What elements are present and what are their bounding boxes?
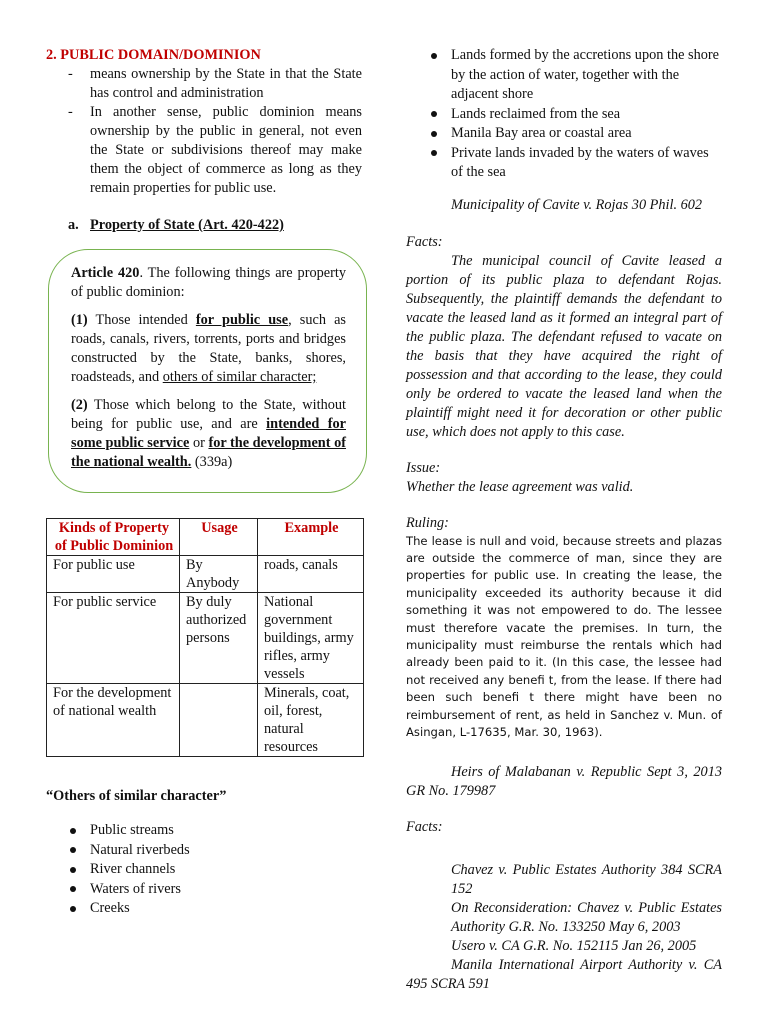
others-similar-title: “Others of similar character”: [46, 788, 227, 804]
list-item: River channels: [90, 860, 362, 880]
facts-label: Facts:: [406, 233, 443, 250]
article-paragraph-2: (2) Those which belong to the State, without being for public use, and are intended for some public service or for the development of the national wealth. (339a): [71, 397, 347, 470]
list-item: Lands formed by the accretions upon the shore by the action of water, together with the adjacent shore: [451, 46, 722, 105]
table-cell: For public use: [47, 556, 180, 593]
case-references: [406, 861, 722, 994]
table-cell: For public service: [47, 593, 180, 684]
table-row: [47, 556, 364, 593]
list-item: Waters of rivers: [90, 880, 362, 900]
subheading-property-of-state: [68, 216, 362, 235]
dash-list: [46, 65, 362, 198]
list-item: Manila Bay area or coastal area: [451, 124, 722, 144]
right-column: [406, 46, 722, 994]
subheading-letter: a.: [68, 217, 79, 233]
issue-label: Issue:: [406, 459, 441, 476]
table-header-row: [47, 519, 364, 556]
article-title: Article 420: [71, 265, 140, 281]
case-cavite-title: Municipality of Cavite v. Rojas 30 Phil. 602: [451, 196, 703, 213]
table-cell: For the development of national wealth: [47, 684, 180, 757]
table-header: Example: [258, 519, 364, 556]
ruling-label: Ruling:: [406, 514, 449, 531]
table-header: Kinds of Property of Public Dominion: [47, 519, 180, 556]
lands-list: [406, 46, 722, 183]
section-title: 2. PUBLIC DOMAIN/DOMINION: [46, 47, 261, 63]
table-cell: By Anybody: [180, 556, 258, 593]
list-item: Natural riverbeds: [90, 841, 362, 861]
issue-text: Whether the lease agreement was valid.: [406, 478, 634, 495]
case-reference: Chavez v. Public Estates Authority 384 SCRA 152: [451, 862, 722, 898]
table-header: Usage: [180, 519, 258, 556]
kinds-of-property-table: [46, 518, 364, 757]
dash-item-ownership: - means ownership by the State in that the State has control and administration: [90, 65, 362, 103]
article-paragraph-1: (1) Those intended for public use, such as roads, canals, rivers, torrents, ports and bridges constructed by the State, banks, shores, roadsteads, and others of similar character;: [71, 312, 346, 385]
left-column: [46, 46, 362, 919]
case-reference: Manila International Airport Authority v. CA 495 SCRA 591: [406, 957, 722, 993]
list-item: Creeks: [90, 899, 362, 919]
table-row: [47, 684, 364, 757]
facts-text: The municipal council of Cavite leased a portion of its public plaza to defendant Rojas. Subsequently, the plaintiff demands the defendant to vacate the leased land as it formed an integral part of the public plaza. The defendant refused to vacate on the basis that they have acquired the right of possession and that according to the lease, they could only be ordered to vacate the leased land when the plaintiff might need it for decoration or other public use, which does not apply to this case.: [406, 252, 722, 440]
table-cell: [180, 684, 258, 757]
table-row: [47, 593, 364, 684]
table-cell: National government buildings, army rifles, army vessels: [258, 593, 364, 684]
case-reference: On Reconsideration: Chavez v. Public Estates Authority G.R. No. 133250 May 6, 2003: [451, 900, 722, 936]
article-420-box: [48, 249, 367, 493]
facts-label-2: Facts:: [406, 819, 443, 836]
list-item: Lands reclaimed from the sea: [451, 105, 722, 125]
case-reference: Usero v. CA G.R. No. 152115 Jan 26, 2005: [451, 938, 697, 955]
others-list: [46, 821, 362, 919]
list-item: Private lands invaded by the waters of waves of the sea: [451, 144, 722, 183]
table-cell: By duly authorized persons: [180, 593, 258, 684]
dash-item-public-sense: - In another sense, public dominion means ownership by the public in general, not even the State or subdivisions thereof may make them the object of commerce as long as they remain properties for public use.: [90, 103, 362, 198]
article-intro: Article 420. The following things are property of public dominion:: [71, 265, 346, 300]
list-item: Public streams: [90, 821, 362, 841]
table-cell: roads, canals: [258, 556, 364, 593]
table-cell: Minerals, coat, oil, forest, natural resources: [258, 684, 364, 757]
case-heirs-title: Heirs of Malabanan v. Republic Sept 3, 2013 GR No. 179987: [406, 764, 722, 800]
subheading-text: Property of State (Art. 420-422): [90, 217, 284, 233]
ruling-text: The lease is null and void, because streets and plazas are outside the commerce of man, since they are properties for public use. In creating the lease, the municipality exceeded its authority because it did something it was not empowered to do. The lessee must therefore vacate the premises. In turn, the municipality must reimburse the rentals which had already been paid to it. (In this case, the lessee had not received any benefi t, from the lease. If there had been such benefi t there might have been no reimbursement of rent, as held in Sanchez v. Mun. of Asingan, L-17635, Mar. 30, 1963).: [406, 533, 722, 739]
